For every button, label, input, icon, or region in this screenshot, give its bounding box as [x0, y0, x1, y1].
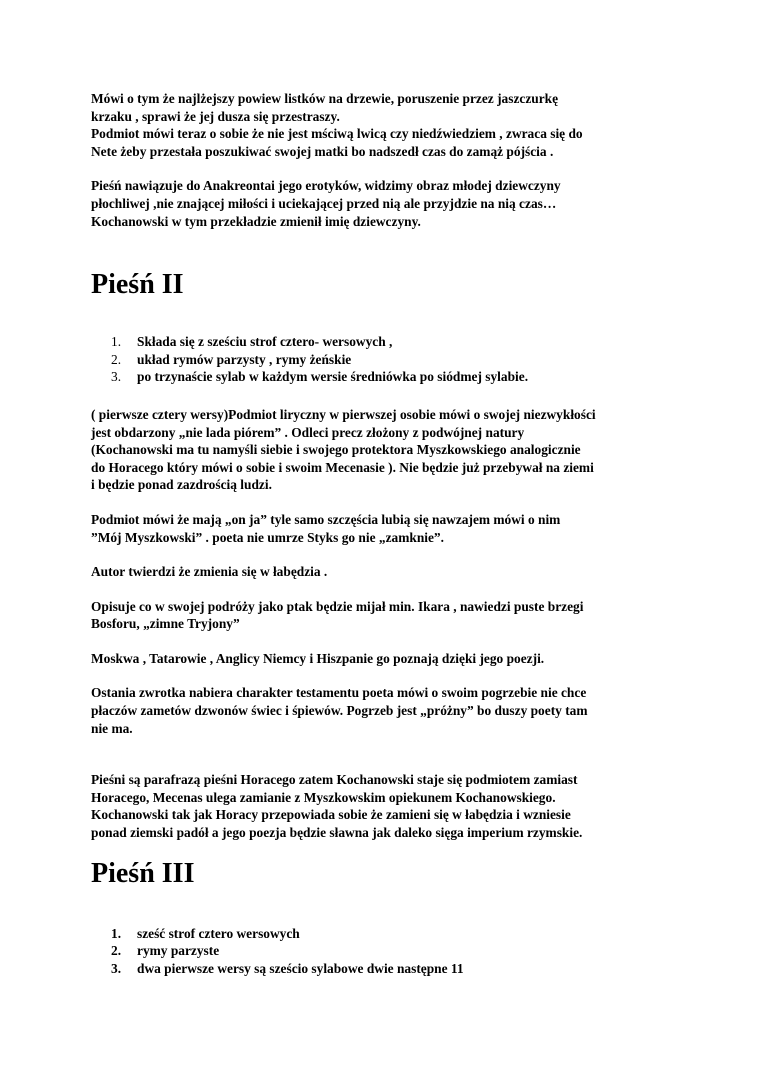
list-piesn-3: [91, 925, 691, 978]
piesn-2-paragraph-7: Pieśni są parafrazą pieśni Horacego zatem Kochanowski staje się podmiotem zamiast Horacego, Mecenas ulega zamianie z Myszkowskim opiekunem Kochanowskiego. Kochanowski tak jak Horacy przepowiada sobie że zamieni się w łabędzia i wzniesie ponad ziemski padół a jego poezja będzie sławna jak daleko sięga imperium rzymskie.: [91, 772, 583, 841]
piesn-2-paragraph-6: Ostania zwrotka nabiera charakter testamentu poeta mówi o swoim pogrzebie nie chce płaczów zametów dzwonów świec i śpiewów. Pogrzeb jest „próżny” bo duszy poety tam nie ma.: [91, 685, 588, 736]
piesn-2-paragraph-4: Opisuje co w swojej podróży jako ptak będzie mijał min. Ikara , nawiedzi puste brzegi Bosforu, „zimne Tryjony”: [91, 598, 584, 632]
piesn-2-paragraph-5: Moskwa , Tatarowie , Anglicy Niemcy i Hiszpanie go poznają dzięki jego poezji.: [91, 650, 545, 666]
heading-piesn-2: Pieśń II: [91, 269, 184, 301]
intro-paragraph-2: Pieśń nawiązuje do Anakreontai jego erotyków, widzimy obraz młodej dziewczyny płochliwej ,nie znającej miłości i uciekającej przed nią ale przyjdzie na nią czas… Kochanowski w tym przekładzie zmienił imię dziewczyny.: [91, 178, 561, 229]
list-item: 2. rymy parzyste: [111, 943, 220, 959]
piesn-2-paragraph-2: Podmiot mówi że mają „on ja” tyle samo szczęścia lubią się nawzajem mówi o nim ”Mój Myszkowski” . poeta nie umrze Styks go nie „zamknie”.: [91, 511, 561, 545]
piesn-2-paragraph-1: ( pierwsze cztery wersy)Podmiot liryczny w pierwszej osobie mówi o swojej niezwykłości jest obdarzony „nie lada piórem” . Odleci precz złożony z podwójnej natury (Kochanowski ma tu namyśli siebie i swojego protektora Myszkowskiego analogicznie do Horacego który mówi o sobie i swoim Mecenasie ). Nie będzie już przebywał na ziemi i będzie ponad zazdrością ludzi.: [91, 406, 596, 493]
list-item: 2. układ rymów parzysty , rymy żeńskie: [111, 351, 352, 367]
intro-paragraph-1: Mówi o tym że najlżejszy powiew listków na drzewie, poruszenie przez jaszczurkę krzaku , sprawi że jej dusza się przestraszy. Podmiot mówi teraz o sobie że nie jest mściwą lwicą czy niedźwiedziem , zwraca się do Nete żeby przestała poszukiwać swojej matki bo nadszedł czas do zamąż pójścia .: [91, 91, 583, 159]
list-item: 1. Składa się z sześciu strof cztero- wersowych ,: [111, 334, 393, 350]
document-page: [91, 90, 691, 977]
list-item: 3. po trzynaście sylab w każdym wersie średniówka po siódmej sylabie.: [111, 369, 529, 385]
heading-piesn-3: Pieśń III: [91, 857, 195, 889]
list-item: 1. sześć strof cztero wersowych: [111, 925, 300, 941]
list-piesn-2: [91, 333, 691, 386]
list-item: 3. dwa pierwsze wersy są sześcio sylabowe dwie następne 11: [111, 960, 464, 976]
piesn-2-paragraph-3: Autor twierdzi że zmienia się w łabędzia .: [91, 564, 328, 580]
